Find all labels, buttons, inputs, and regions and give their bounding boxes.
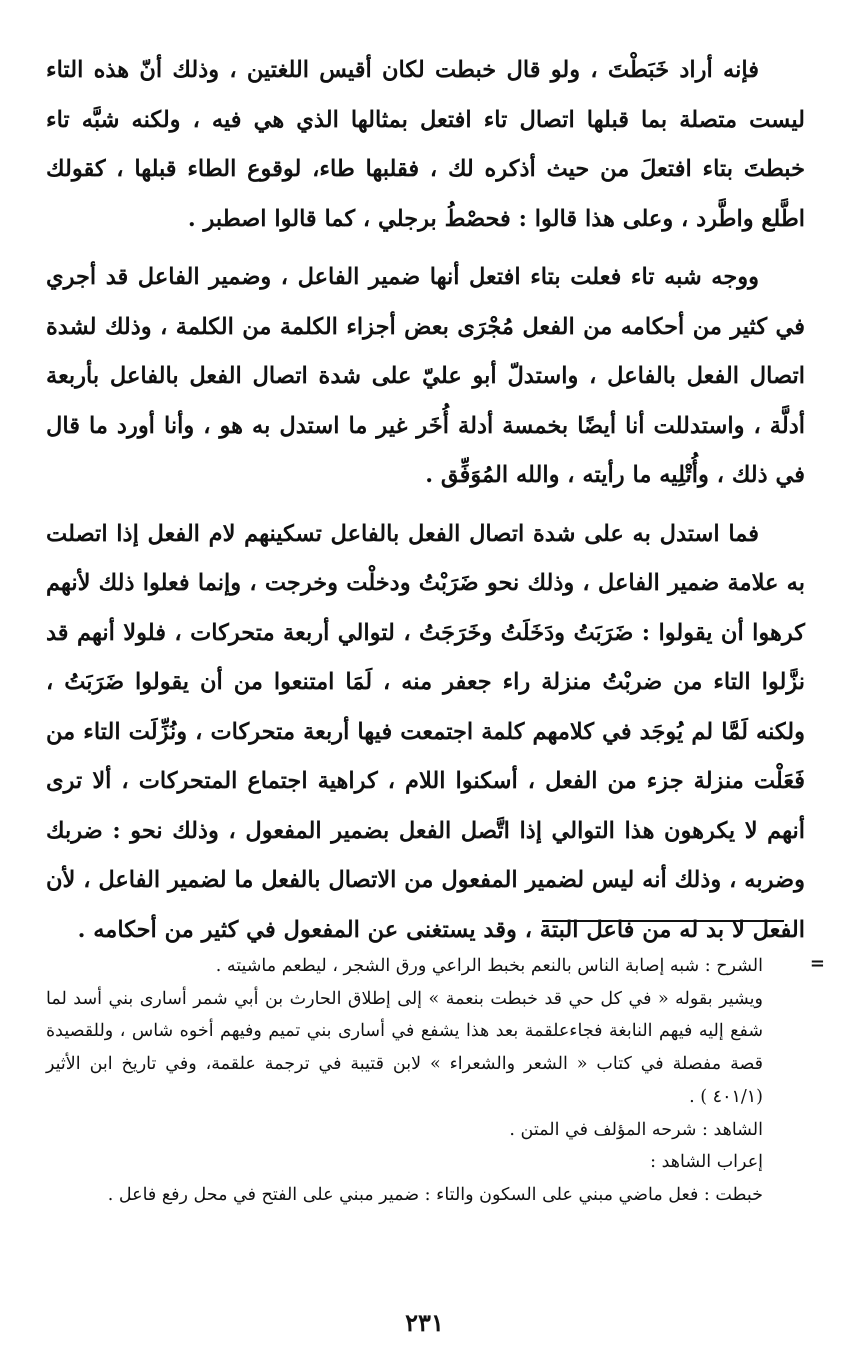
main-paragraph-3: فما استدل به على شدة اتصال الفعل بالفاعل تسكينهم لام الفعل إذا اتصلت به علامة ضمير الفاعل ، وذلك نحو ضَرَبْتُ ودخلْت وخرجت ، وإنما فعلوا ذلك لأنهم كرهوا أن يقولوا : ضَرَبَتُ ودَخَلَتُ وخَرَجَتُ ، لتوالي أربعة متحركات ، فلولا أنهم قد نزَّلوا التاء من ضربْتُ منزلة راء جعفر منه ، لَمَا امتنعوا من أن يقولوا ضَرَبَتُ ، ولكنه لَمَّا لم يُوجَد في كلامهم كلمة اجتمعت فيها أربعة متحركات ، ونُزِّلَت التاء من فَعَلْت منزلة جزء من الفعل ، أسكنوا اللام ، كراهية اجتماع المتحركات ، ألا ترى أنهم لا يكرهون هذا التوالي إذا اتَّصل الفعل بضمير المفعول ، وذلك نحو : ضربك وضربه ، وذلك أنه ليس لضمير المفعول من الاتصال بالفعل ما لضمير الفاعل ، لأن الفعل لا بد له من فاعل البتة ، وقد يستغنى عن المفعول في كثير من أحكامه .	[46, 520, 805, 943]
main-paragraph-2: ووجه شبه تاء فعلت بتاء افتعل أنها ضمير الفاعل ، وضمير الفاعل قد أجري في كثير من أحكامه من الفعل مُجْرَى بعض أجزاء الكلمة من الكلمة ، وذلك لشدة اتصال الفعل بالفاعل ، واستدلّ أبو عليّ على شدة اتصال الفعل بالفاعل بأربعة أدلَّة ، واستدللت أنا أيضًا بخمسة أدلة أُخَر غير ما استدل به هو ، وأنا أورد ما قال في ذلك ، وأُتْلِيه ما رأيته ، والله المُوَفِّق .	[46, 264, 805, 488]
footnote-parsing-heading: إعراب الشاهد :	[650, 1152, 763, 1173]
page-number: ٢٣١	[405, 1308, 444, 1337]
footnote-parsing: خبطت : فعل ماضي مبني على السكون والتاء : ضمير مبني على الفتح في محل رفع فاعل .	[107, 1184, 763, 1205]
footnotes	[46, 950, 763, 1212]
footnote-divider	[542, 920, 784, 922]
footnote-continuation-marker: =	[809, 953, 825, 974]
footnote-explanation: الشرح : شبه إصابة الناس بالنعم بخبط الراعي ورق الشجر ، ليطعم ماشيته .	[215, 956, 763, 976]
footnote-reference: ويشير بقوله « في كل حي قد خبطت بنعمة » إلى إطلاق الحارث بن أبي شمر أسارى بني أسد لما شفع إليه فيهم النابغة فجاءعلقمة بعد هذا يشفع في أسارى بني تميم وفيهم أخوه شاس ، وللقصيدة قصة مفصلة في كتاب « الشعر والشعراء » لابن قتيبة في ترجمة علقمة، وفي تاريخ ابن الأثير (٤٠١/١ ) .	[46, 988, 763, 1107]
footnote-evidence: الشاهد : شرحه المؤلف في المتن .	[509, 1119, 763, 1140]
main-paragraph-1: فإنه أراد خَبَطْتَ ، ولو قال خبطت لكان أقيس اللغتين ، وذلك أنّ هذه التاء ليست متصلة بما قبلها اتصال تاء افتعل بمثالها الذي هي فيه ، ولكنه شبَّه تاء خبطتَ بتاء افتعلَ من حيث أذكره لك ، فقلبها طاء، لوقوع الطاء قبلها ، كقولك اطَّلع واطَّرد ، وعلى هذا قالوا : فحصْطُ برجلي ، كما قالوا اصطبر .	[46, 57, 805, 232]
main-text	[46, 46, 805, 955]
